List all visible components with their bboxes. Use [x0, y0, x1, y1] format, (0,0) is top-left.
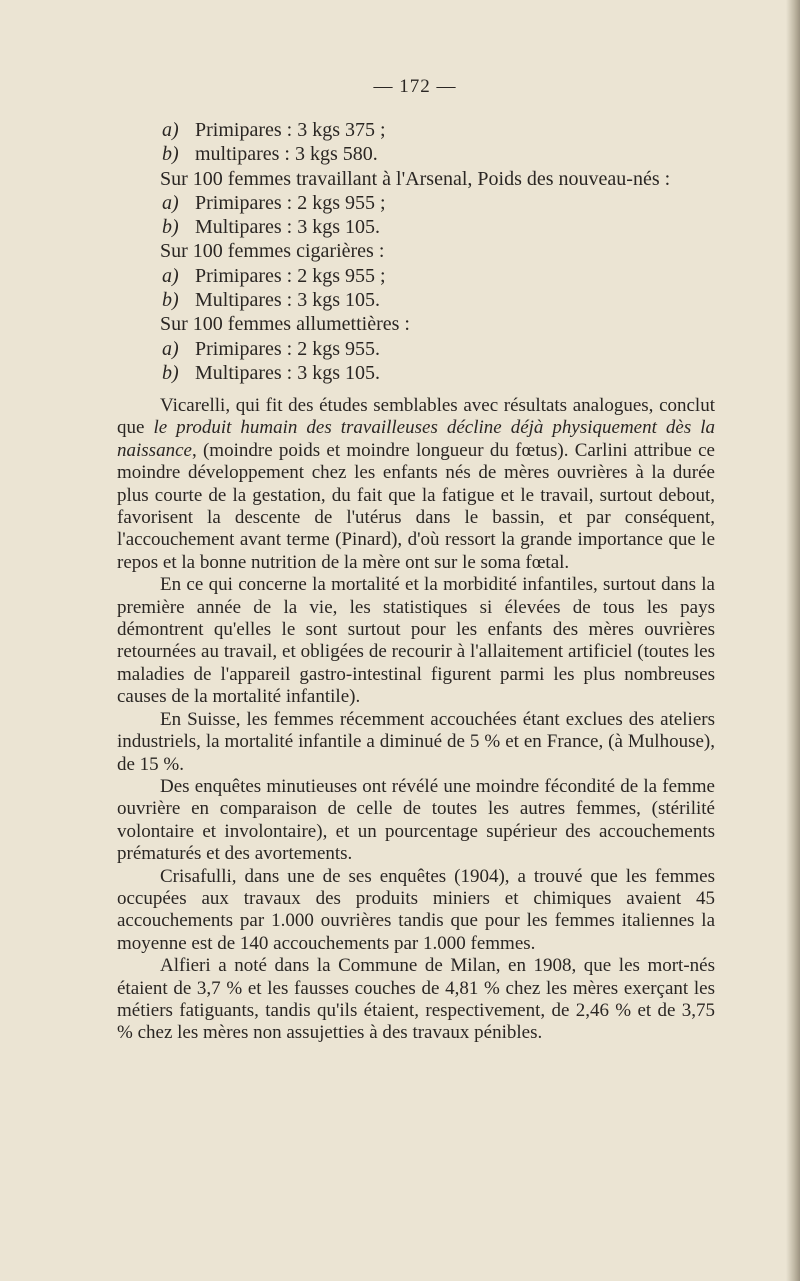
list-text: Sur 100 femmes travaillant à l'Arsenal, Poids des nouveau-nés :	[160, 167, 671, 190]
paragraph	[117, 395, 715, 574]
paragraph-text: Vicarelli, qui fit des études semblables avec résultats analogues, conclut que	[117, 395, 715, 439]
list-text: Multipares : 3 kgs 105.	[195, 216, 380, 239]
list-line	[117, 142, 717, 166]
paragraph: En ce qui concerne la mortalité et la morbidité infantiles, surtout dans la première année de la vie, les statistiques si élevées de tous les pays démontrent qu'elles le sont surtout pour les enfants des mères ouvrières retournées au travail, et obligées de recourir à l'allaitement artificiel (toutes les maladies de l'appareil gastro-intestinal figurent parmi les plus nombreuses causes de la mortalité infantile).	[117, 574, 715, 708]
list-line	[117, 337, 717, 361]
list-text: multipares : 3 kgs 580.	[195, 143, 378, 166]
italic-quote: le produit humain des travailleuses décline déjà physiquement dès la naissance	[117, 417, 715, 461]
list-text: Sur 100 femmes allumettières :	[160, 313, 410, 336]
list-label: a)	[162, 337, 179, 360]
paragraph: Crisafulli, dans une de ses enquêtes (1904), a trouvé que les femmes occupées aux travaux des produits miniers et chimiques avaient 45 accouchements par 1.000 ouvrières tandis que pour les femmes italiennes la moyenne est de 140 accouchements par 1.000 femmes.	[117, 865, 715, 954]
list-heading	[117, 312, 717, 336]
paragraph: Alfieri a noté dans la Commune de Milan, en 1908, que les mort-nés étaient de 3,7 % et les fausses couches de 4,81 % chez les mères exerçant les métiers fatiguants, tandis qu'ils étaient, respectivement, de 2,46 % et de 3,75 % chez les mères non assujetties à des travaux pénibles.	[117, 955, 715, 1044]
list-heading	[117, 239, 717, 263]
list-line	[117, 288, 717, 312]
list-text: Primipares : 2 kgs 955 ;	[195, 191, 386, 214]
page-number: — 172 —	[373, 76, 457, 97]
list-label: a)	[162, 119, 179, 141]
list-text: Sur 100 femmes cigarières :	[160, 240, 385, 263]
weight-list	[117, 118, 717, 385]
list-label: b)	[162, 143, 179, 166]
list-line	[117, 215, 717, 239]
page-binding-shadow	[786, 0, 800, 1281]
list-line	[117, 361, 717, 385]
list-line	[117, 191, 717, 215]
list-text: Primipares : 2 kgs 955 ;	[195, 264, 386, 287]
list-label: a)	[162, 191, 179, 214]
list-text: Primipares : 3 kgs 375 ;	[195, 119, 386, 141]
list-label: b)	[162, 216, 179, 239]
list-text: Primipares : 2 kgs 955.	[195, 337, 380, 360]
list-line	[117, 264, 717, 288]
paragraph-text: , (moindre poids et moindre longueur du fœtus). Carlini attribue ce moindre développement chez les enfants nés de mères ouvrières à la durée plus courte de la gestation, du fait que la fatigue et le travail, surtout debout, favorisent la descente de l'utérus dans le bassin, et par conséquent, l'accouchement avant terme (Pinard), d'où ressort la grande importance que le repos et la bonne nutrition de la mère ont sur le soma fœtal.	[117, 439, 715, 573]
paragraph: Des enquêtes minutieuses ont révélé une moindre fécondité de la femme ouvrière en comparaison de celle de toutes les autres femmes, (stérilité volontaire et involontaire), et un pourcentage supérieur des accouchements prématurés et des avortements.	[117, 775, 715, 865]
body-text	[117, 395, 715, 1045]
list-label: b)	[162, 289, 179, 312]
list-label: a)	[162, 264, 179, 287]
paragraph: En Suisse, les femmes récemment accouchées étant exclues des ateliers industriels, la mortalité infantile a diminué de 5 % et en France, (à Mulhouse), de 15 %.	[117, 708, 715, 775]
list-heading	[117, 167, 717, 191]
list-text: Multipares : 3 kgs 105.	[195, 289, 380, 312]
list-label: b)	[162, 361, 179, 384]
list-text: Multipares : 3 kgs 105.	[195, 361, 380, 384]
list-line	[117, 118, 717, 142]
